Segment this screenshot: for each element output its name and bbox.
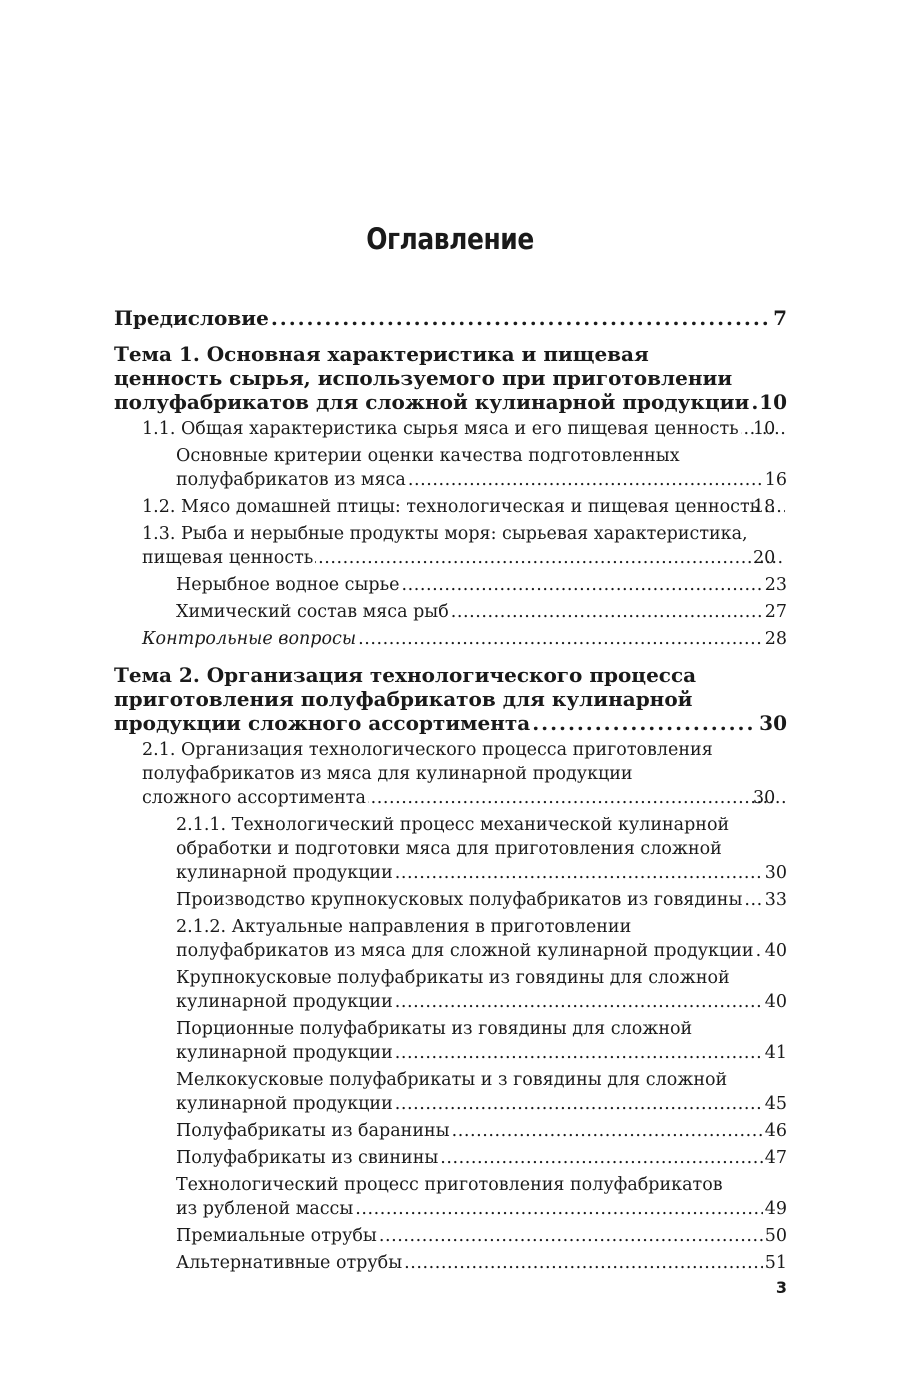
toc-dot-leader (744, 888, 762, 912)
toc-entry-line: приготовления полуфабрикатов для кулинарной (114, 687, 693, 711)
toc-entry[interactable] (114, 813, 787, 885)
toc-entry-last-line: 1.2. Мясо домашней птицы: технологическая и пищевая ценность . . . 18 (176, 495, 787, 519)
toc-entry-last-line: пищевая ценность . . . 20 (176, 546, 787, 570)
toc-page-number: 30 (764, 863, 787, 883)
toc-dot-leader (532, 711, 757, 735)
toc-dot-leader (404, 1251, 763, 1275)
toc-page-number: 10 (759, 390, 787, 414)
toc-entry-line: 1.3. Рыба и нерыбные продукты моря: сырьевая характеристика, (142, 524, 748, 544)
toc-entry[interactable] (114, 306, 787, 330)
toc-entry-line: 2.1. Организация технологического процесса приготовления (142, 740, 713, 760)
toc-page-number: 40 (764, 941, 787, 961)
toc-dot-leader (395, 1092, 763, 1116)
toc-entry[interactable] (114, 1173, 787, 1221)
toc-entry-last-line (176, 1197, 787, 1221)
toc-page-number: 46 (764, 1121, 787, 1141)
toc-dot-leader (368, 786, 785, 810)
toc-entry-line: ценность сырья, используемого при приготовлении (114, 366, 733, 390)
page-number: 3 (775, 1278, 787, 1297)
toc-page-number: 23 (764, 575, 787, 595)
toc-entry-last-line (176, 573, 787, 597)
toc-entry-line: полуфабрикатов из мяса для кулинарной продукции (142, 764, 633, 784)
toc-dot-leader (358, 627, 763, 651)
toc-entry-title: 1.2. Мясо домашней птицы: технологическая и пищевая ценность (142, 497, 760, 517)
toc-entry-line: Порционные полуфабрикаты из говядины для сложной (176, 1019, 693, 1039)
toc-entry-title: продукции сложного ассортимента (114, 711, 531, 735)
toc-entry[interactable] (114, 1119, 787, 1143)
toc-entry-last-line (176, 990, 787, 1014)
toc-page-number: 50 (764, 1226, 787, 1246)
toc-page-number: 45 (764, 1094, 787, 1114)
toc-entry-last-line (114, 390, 787, 414)
toc-dot-leader (355, 1197, 762, 1221)
toc-dot-leader (395, 990, 763, 1014)
toc-entry-title: Предисловие (114, 306, 269, 330)
toc-entry-line: Тема 1. Основная характеристика и пищевая (114, 342, 649, 366)
toc-entry[interactable] (114, 915, 787, 963)
toc-dot-leader (379, 1224, 763, 1248)
toc-entry[interactable] (114, 1017, 787, 1065)
toc-entry-title: из рубленой массы (176, 1199, 354, 1219)
toc-entry-line: обработки и подготовки мяса для приготовления сложной (176, 839, 722, 859)
toc-entry-line: 2.1.2. Актуальные направления в приготовлении (176, 917, 632, 937)
toc-entry-last-line: сложного ассортимента . . . 30 (176, 786, 787, 810)
toc-entry-title: кулинарной продукции (176, 863, 393, 883)
toc-entry[interactable] (114, 573, 787, 597)
toc-entry-line: Тема 2. Организация технологического процесса (114, 663, 697, 687)
toc-page-number: 49 (764, 1199, 787, 1219)
toc-dot-leader (395, 861, 763, 885)
toc-entry-last-line (142, 627, 787, 651)
toc-entry-title: пищевая ценность (142, 548, 314, 568)
toc-entry[interactable] (114, 888, 787, 912)
toc-entry[interactable] (114, 522, 787, 570)
toc-entry-title: кулинарной продукции (176, 992, 393, 1012)
toc-dot-leader (402, 573, 763, 597)
toc-entry-title: Альтернативные отрубы (176, 1253, 403, 1273)
toc-entry[interactable] (114, 1251, 787, 1275)
toc-entry[interactable] (114, 663, 787, 735)
page-title: Оглавление (366, 222, 534, 256)
toc-entry-title: кулинарной продукции (176, 1043, 393, 1063)
toc-entry[interactable] (114, 627, 787, 651)
toc-dot-leader (451, 600, 763, 624)
toc-entry-title: кулинарной продукции (176, 1094, 393, 1114)
toc-dot-leader (756, 939, 763, 963)
toc-entry-title: полуфабрикатов из мяса для сложной кулинарной продукции (176, 941, 754, 961)
toc-page-number: 47 (764, 1148, 787, 1168)
toc-entry-last-line (176, 861, 787, 885)
toc-entry[interactable] (114, 495, 787, 519)
toc-entry-last-line (176, 1224, 787, 1248)
toc-dot-leader (271, 306, 771, 330)
toc-entry-line: 2.1.1. Технологический процесс механической кулинарной (176, 815, 730, 835)
toc-entry-last-line (114, 711, 787, 735)
toc-page-number: 28 (764, 629, 787, 649)
toc-entry-last-line: 1.1. Общая характеристика сырья мяса и его пищевая ценность . . . 10 (176, 417, 787, 441)
toc-entry-last-line (176, 1041, 787, 1065)
toc-page-number: 40 (764, 992, 787, 1012)
toc-entry-last-line (176, 1092, 787, 1116)
toc-entry[interactable] (114, 444, 787, 492)
toc-entry[interactable] (114, 417, 787, 441)
toc-page-number: 33 (764, 890, 787, 910)
toc-entry-title: Производство крупнокусковых полуфабрикатов из говядины (176, 890, 743, 910)
toc-dot-leader (452, 1119, 763, 1143)
toc-entry-title: Полуфабрикаты из свинины (176, 1148, 439, 1168)
toc-entry-title: полуфабрикатов для сложной кулинарной продукции (114, 390, 750, 414)
toc-page-number: 16 (764, 470, 787, 490)
toc-entry[interactable] (114, 738, 787, 810)
toc-page-number: 30 (759, 711, 787, 735)
toc-entry-last-line (176, 888, 787, 912)
toc-page-number: 41 (764, 1043, 787, 1063)
toc-dot-leader (408, 468, 763, 492)
toc-entry[interactable] (114, 600, 787, 624)
toc-entry-last-line (176, 1146, 787, 1170)
toc-entry[interactable] (114, 342, 787, 414)
table-of-contents (114, 306, 787, 1278)
toc-entry-line: Крупнокусковые полуфабрикаты из говядины для сложной (176, 968, 730, 988)
toc-entry-last-line (176, 600, 787, 624)
toc-entry-title: Нерыбное водное сырье (176, 575, 400, 595)
toc-entry[interactable] (114, 1224, 787, 1248)
toc-entry[interactable] (114, 1068, 787, 1116)
toc-entry-last-line (176, 939, 787, 963)
toc-page-number: 7 (773, 306, 787, 330)
toc-entry-line: Технологический процесс приготовления полуфабрикатов (176, 1175, 723, 1195)
toc-page-number: 27 (764, 602, 787, 622)
toc-entry-title: Контрольные вопросы (142, 629, 357, 649)
toc-entry-last-line (114, 306, 787, 330)
toc-entry-last-line (176, 1251, 787, 1275)
toc-entry-title: полуфабрикатов из мяса (176, 470, 406, 490)
toc-page-number: 51 (764, 1253, 787, 1273)
toc-dot-leader (440, 1146, 762, 1170)
toc-entry-line: Мелкокусковые полуфабрикаты и з говядины для сложной (176, 1070, 728, 1090)
toc-entry-title: Полуфабрикаты из баранины (176, 1121, 450, 1141)
toc-entry-line: Основные критерии оценки качества подготовленных (176, 446, 680, 466)
toc-dot-leader (315, 546, 785, 570)
toc-entry[interactable] (114, 1146, 787, 1170)
toc-entry-title: 1.1. Общая характеристика сырья мяса и его пищевая ценность (142, 419, 739, 439)
toc-entry-title: Химический состав мяса рыб (176, 602, 449, 622)
toc-entry-title: сложного ассортимента (142, 788, 366, 808)
toc-entry-title: Премиальные отрубы (176, 1226, 377, 1246)
toc-dot-leader (751, 390, 757, 414)
toc-dot-leader (395, 1041, 763, 1065)
toc-entry-last-line (176, 468, 787, 492)
toc-entry-last-line (176, 1119, 787, 1143)
toc-entry[interactable] (114, 966, 787, 1014)
